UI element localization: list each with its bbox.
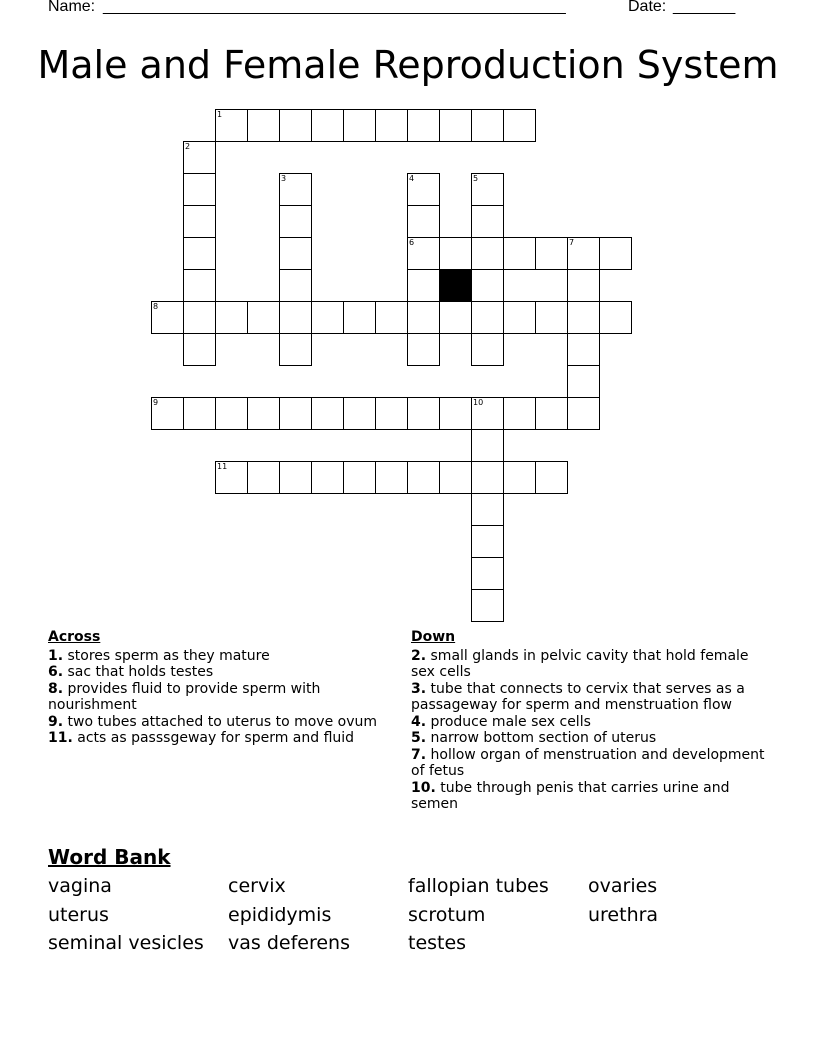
clue-item-text: two tubes attached to uterus to move ovum xyxy=(63,713,378,730)
crossword-cell[interactable] xyxy=(535,461,568,494)
crossword-cell[interactable] xyxy=(567,333,600,366)
clue-item-number: 3. xyxy=(411,680,427,697)
word-bank-word: testes xyxy=(408,932,467,954)
word-bank xyxy=(48,842,768,958)
crossword-cell[interactable] xyxy=(183,205,216,238)
clue-item-number: 11. xyxy=(48,730,73,746)
crossword-cell[interactable] xyxy=(599,237,632,270)
crossword-cell[interactable] xyxy=(471,461,504,494)
down-heading: Down xyxy=(411,629,456,645)
crossword-cell[interactable] xyxy=(407,397,440,430)
clue-item-number: 7. xyxy=(411,746,427,763)
crossword-cell[interactable] xyxy=(535,301,568,334)
crossword-cell[interactable] xyxy=(151,397,184,430)
clue-item xyxy=(411,714,771,731)
clue-item-number: 10. xyxy=(411,779,436,796)
crossword-cell[interactable] xyxy=(471,173,504,206)
crossword-cell[interactable] xyxy=(215,109,248,142)
crossword-cell[interactable] xyxy=(471,589,504,622)
clue-item-number: 9. xyxy=(48,713,64,730)
down-clue-list xyxy=(411,648,771,813)
clue-item-number: 6. xyxy=(48,664,64,680)
clue-number: 5 xyxy=(473,174,479,183)
crossword-cell[interactable] xyxy=(567,237,600,270)
crossword-cell[interactable] xyxy=(471,493,504,526)
crossword-cell[interactable] xyxy=(375,461,408,494)
crossword-cell[interactable] xyxy=(311,301,344,334)
word-bank-row xyxy=(48,872,768,901)
crossword-cell[interactable] xyxy=(439,461,472,494)
crossword-cell[interactable] xyxy=(215,397,248,430)
word-bank-word: cervix xyxy=(228,875,286,897)
clue-number: 2 xyxy=(185,142,191,151)
crossword-cell[interactable] xyxy=(407,173,440,206)
crossword-cell[interactable] xyxy=(311,397,344,430)
clue-item xyxy=(48,681,398,714)
clue-item-number: 8. xyxy=(48,680,64,697)
crossword-cell[interactable] xyxy=(279,109,312,142)
clue-item-text: acts as passsgeway for sperm and fluid xyxy=(72,730,355,746)
crossword-cell[interactable] xyxy=(151,301,184,334)
word-bank-row xyxy=(48,929,768,958)
clue-number: 7 xyxy=(569,238,575,247)
clue-item xyxy=(411,730,771,747)
word-bank-word: uterus xyxy=(48,903,109,926)
crossword-cell[interactable] xyxy=(407,301,440,334)
word-bank-row xyxy=(48,901,768,930)
crossword-cell[interactable] xyxy=(567,365,600,398)
clue-item-text: tube that connects to cervix that serves as a passageway for sperm and menstruation flow xyxy=(411,680,745,713)
crossword-cell[interactable] xyxy=(471,109,504,142)
clue-item xyxy=(48,648,398,665)
name-label: Name: xyxy=(48,0,96,15)
crossword-cell[interactable] xyxy=(279,301,312,334)
across-clues xyxy=(48,629,398,747)
crossword-cell[interactable] xyxy=(183,237,216,270)
clue-item-text: sac that holds testes xyxy=(63,664,214,680)
crossword-cell[interactable] xyxy=(279,461,312,494)
across-heading: Across xyxy=(48,629,101,645)
crossword-cell[interactable] xyxy=(471,301,504,334)
word-bank-word: urethra xyxy=(588,903,659,926)
clue-item-number: 1. xyxy=(48,647,64,664)
crossword-cell[interactable] xyxy=(375,109,408,142)
crossword-cell[interactable] xyxy=(343,301,376,334)
crossword-cell[interactable] xyxy=(439,237,472,270)
crossword-cell[interactable] xyxy=(279,173,312,206)
clue-number: 1 xyxy=(217,110,223,119)
clue-number: 11 xyxy=(217,462,228,471)
crossword-cell[interactable] xyxy=(503,109,536,142)
clue-item-text: tube through penis that carries urine and semen xyxy=(411,779,730,812)
crossword-cell[interactable] xyxy=(183,333,216,366)
crossword-cell[interactable] xyxy=(375,301,408,334)
clue-item xyxy=(48,664,398,681)
crossword-cell[interactable] xyxy=(535,237,568,270)
crossword-cell[interactable] xyxy=(407,205,440,238)
crossword-cell[interactable] xyxy=(471,429,504,462)
word-bank-word: fallopian tubes xyxy=(408,875,549,897)
crossword-cell[interactable] xyxy=(279,237,312,270)
crossword-cell[interactable] xyxy=(215,461,248,494)
clue-number: 6 xyxy=(409,238,415,247)
clue-item xyxy=(411,747,771,780)
crossword-cell[interactable] xyxy=(247,461,280,494)
crossword-cell[interactable] xyxy=(183,397,216,430)
crossword-cell[interactable] xyxy=(567,397,600,430)
crossword-cell[interactable] xyxy=(375,397,408,430)
crossword-cell[interactable] xyxy=(471,557,504,590)
crossword-cell[interactable] xyxy=(279,333,312,366)
crossword-cell[interactable] xyxy=(407,333,440,366)
crossword-cell[interactable] xyxy=(247,301,280,334)
clue-number: 4 xyxy=(409,174,415,183)
word-bank-rows xyxy=(48,872,768,958)
crossword-cell[interactable] xyxy=(471,205,504,238)
clue-item-text: provides fluid to provide sperm with nourishment xyxy=(48,680,321,713)
crossword-cell[interactable] xyxy=(183,173,216,206)
down-clues xyxy=(411,629,771,813)
crossword-cell[interactable] xyxy=(343,397,376,430)
crossword-cell[interactable] xyxy=(247,397,280,430)
clue-number: 8 xyxy=(153,302,159,311)
crossword-cell[interactable] xyxy=(439,397,472,430)
crossword-cell[interactable] xyxy=(183,269,216,302)
crossword-cell[interactable] xyxy=(215,301,248,334)
clue-item xyxy=(48,714,398,731)
crossword-cell[interactable] xyxy=(471,237,504,270)
crossword-cell[interactable] xyxy=(311,109,344,142)
word-bank-word: scrotum xyxy=(408,903,486,926)
crossword-cell[interactable] xyxy=(279,269,312,302)
crossword-cell[interactable] xyxy=(503,237,536,270)
crossword-cell[interactable] xyxy=(311,461,344,494)
crossword-cell[interactable] xyxy=(407,461,440,494)
crossword-cell[interactable] xyxy=(471,333,504,366)
across-clue-list xyxy=(48,648,398,747)
crossword-cell[interactable] xyxy=(567,301,600,334)
crossword-cell[interactable] xyxy=(471,525,504,558)
clue-item-number: 2. xyxy=(411,647,427,664)
word-bank-word: epididymis xyxy=(228,903,332,926)
crossword-cell[interactable] xyxy=(279,205,312,238)
clue-item xyxy=(411,681,771,714)
clue-number: 3 xyxy=(281,174,287,183)
crossword-cell[interactable] xyxy=(407,109,440,142)
clue-item-text: produce male sex cells xyxy=(426,713,591,730)
crossword-cell[interactable] xyxy=(471,269,504,302)
crossword-cell[interactable] xyxy=(407,269,440,302)
name-blank[interactable]: ____________________________________________________ xyxy=(103,0,566,15)
crossword-cell[interactable] xyxy=(407,237,440,270)
word-bank-word: ovaries xyxy=(588,875,658,897)
clue-item xyxy=(48,730,398,747)
crossword-cell[interactable] xyxy=(439,301,472,334)
crossword-cell[interactable] xyxy=(599,301,632,334)
crossword-cell[interactable] xyxy=(183,141,216,174)
clue-item-number: 4. xyxy=(411,713,427,730)
clue-item xyxy=(411,648,771,681)
clue-item xyxy=(411,780,771,813)
word-bank-word: vagina xyxy=(48,875,112,897)
clue-item-text: narrow bottom section of uterus xyxy=(426,730,657,746)
crossword-cell[interactable] xyxy=(503,397,536,430)
crossword-cell[interactable] xyxy=(471,397,504,430)
word-bank-word: seminal vesicles xyxy=(48,932,204,954)
crossword-cell[interactable] xyxy=(183,301,216,334)
date-label: Date: xyxy=(628,0,667,15)
crossword-cell[interactable] xyxy=(503,301,536,334)
crossword-cell[interactable] xyxy=(567,269,600,302)
clue-number: 10 xyxy=(473,398,484,407)
clue-item-text: small glands in pelvic cavity that hold female sex cells xyxy=(411,647,749,680)
word-bank-title: Word Bank xyxy=(48,845,171,869)
crossword-cell[interactable] xyxy=(247,109,280,142)
crossword-cell[interactable] xyxy=(439,109,472,142)
clue-number: 9 xyxy=(153,398,159,407)
crossword-cell[interactable] xyxy=(343,461,376,494)
clue-item-number: 5. xyxy=(411,730,427,746)
page-title: Male and Female Reproduction System xyxy=(37,43,779,87)
clue-item-text: hollow organ of menstruation and development of fetus xyxy=(411,746,765,779)
crossword-cell[interactable] xyxy=(535,397,568,430)
crossword-cell[interactable] xyxy=(279,397,312,430)
clue-item-text: stores sperm as they mature xyxy=(63,647,270,664)
word-bank-word: vas deferens xyxy=(228,932,350,954)
crossword-cell[interactable] xyxy=(343,109,376,142)
crossword-black-cell xyxy=(439,269,472,302)
crossword-cell[interactable] xyxy=(503,461,536,494)
date-blank[interactable]: _______ xyxy=(673,0,736,15)
